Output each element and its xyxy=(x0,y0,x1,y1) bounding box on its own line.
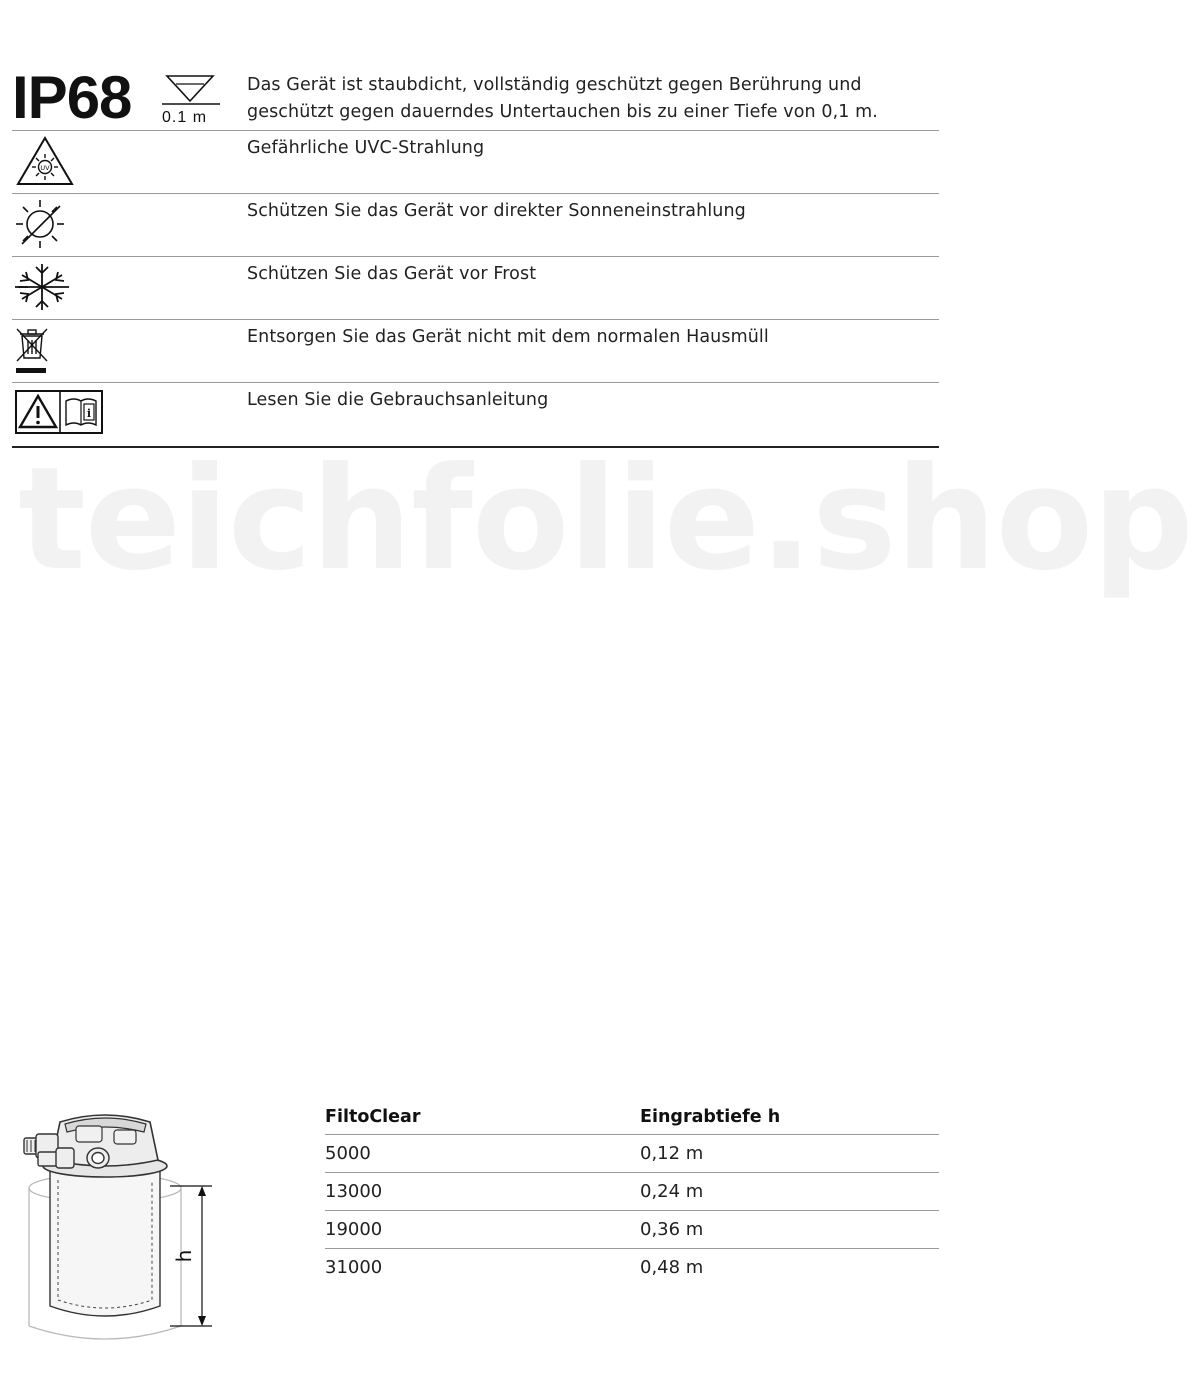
depth-cell: 0,24 m xyxy=(640,1181,704,1202)
crossed-bin-icon xyxy=(14,324,54,376)
watermark: teichfolie.shop xyxy=(18,437,1193,602)
table-row xyxy=(325,1211,939,1249)
symbol-row-frost xyxy=(12,257,939,320)
model-cell: 31000 xyxy=(325,1257,383,1278)
sun-text: Schützen Sie das Gerät vor direkter Sonneneinstrahlung xyxy=(247,201,746,221)
table-row xyxy=(325,1173,939,1211)
depth-cell: 0,48 m xyxy=(640,1257,704,1278)
frost-text: Schützen Sie das Gerät vor Frost xyxy=(247,264,537,284)
ip-rating-text: Das Gerät ist staubdicht, vollständig geschützt gegen Berührung und geschützt gegen dauerndes Untertauchen bis zu einer Tiefe von 0,1 m. xyxy=(247,75,878,122)
model-cell: 13000 xyxy=(325,1181,383,1202)
filter-burial-diagram xyxy=(10,1100,220,1360)
model-cell: 5000 xyxy=(325,1143,371,1164)
depth-dimension-label: h xyxy=(172,1249,196,1263)
model-cell: 19000 xyxy=(325,1219,383,1240)
header-model: FiltoClear xyxy=(325,1107,421,1127)
depth-cell: 0,36 m xyxy=(640,1219,704,1240)
depth-cell: 0,12 m xyxy=(640,1143,704,1164)
ip-depth-label: 0.1 m xyxy=(162,109,208,126)
svg-text:i: i xyxy=(86,407,92,420)
manual-text: Lesen Sie die Gebrauchsanleitung xyxy=(247,390,549,410)
disposal-text: Entsorgen Sie das Gerät nicht mit dem normalen Hausmüll xyxy=(247,327,769,347)
burial-depth-table xyxy=(325,1100,939,1286)
uv-warning-icon xyxy=(14,135,76,187)
ip-code: IP68 xyxy=(12,64,132,131)
sun-icon xyxy=(14,198,70,250)
header-depth: Eingrabtiefe h xyxy=(640,1107,781,1127)
symbol-row-ip68 xyxy=(12,64,939,131)
water-depth-icon xyxy=(162,73,222,105)
snowflake-icon xyxy=(14,261,72,313)
symbol-row-sun xyxy=(12,194,939,257)
table-row xyxy=(325,1249,939,1286)
table-header xyxy=(325,1100,939,1135)
read-manual-icon xyxy=(14,387,104,437)
uvc-text: Gefährliche UVC-Strahlung xyxy=(247,138,485,158)
symbol-row-manual xyxy=(12,383,939,448)
symbol-row-disposal xyxy=(12,320,939,383)
table-row xyxy=(325,1135,939,1173)
symbol-row-uvc xyxy=(12,131,939,194)
svg-text:UV: UV xyxy=(40,164,50,172)
symbol-table xyxy=(12,64,939,448)
